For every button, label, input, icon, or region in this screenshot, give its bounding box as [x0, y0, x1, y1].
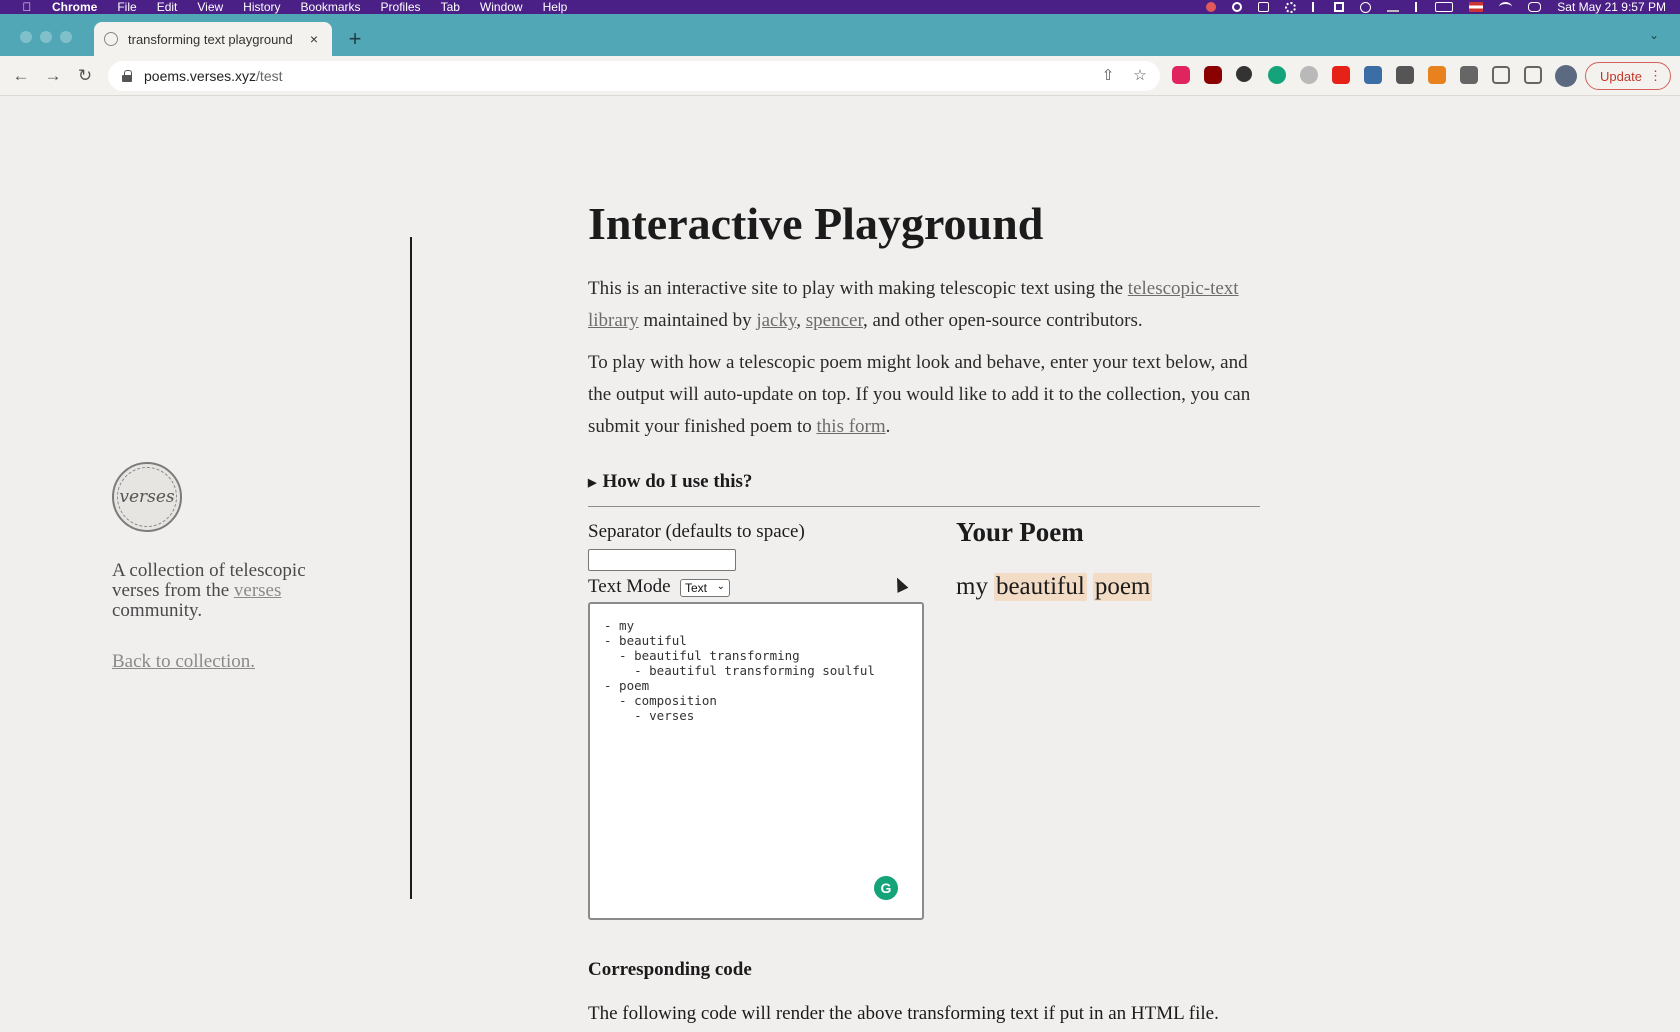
sidebar-desc-prefix: A collection of telescopic verses from the — [112, 560, 306, 601]
your-poem-heading: Your Poem — [956, 517, 1084, 547]
browser-tab-active[interactable] — [94, 22, 332, 56]
instructions-text-2: . — [885, 416, 891, 437]
menu-history[interactable]: History — [243, 0, 281, 14]
instructions-paragraph — [588, 347, 1260, 443]
flag-us-icon[interactable] — [1469, 2, 1483, 12]
poem-word-expandable[interactable]: poem — [1094, 573, 1151, 600]
bookmark-star-icon[interactable]: ☆ — [1133, 67, 1147, 84]
bluetooth-icon[interactable] — [1415, 2, 1419, 12]
window-maximize-button[interactable] — [60, 31, 72, 43]
update-label: Update — [1600, 68, 1642, 84]
profile-avatar[interactable] — [1555, 65, 1577, 87]
react-extension-icon[interactable] — [1300, 66, 1318, 84]
poem-word: my — [956, 573, 988, 600]
window-close-button[interactable] — [20, 31, 32, 43]
do-not-disturb-icon[interactable] — [1360, 2, 1371, 13]
wifi-icon[interactable] — [1499, 2, 1512, 12]
tab-favicon-icon — [104, 32, 118, 46]
details-summary[interactable]: How do I use this? — [602, 471, 753, 492]
separator-input[interactable] — [588, 549, 736, 571]
sidebar-desc-suffix: community. — [112, 600, 203, 621]
mute-icon[interactable] — [1387, 2, 1399, 12]
corresponding-code-description: The following code will render the above transforming text if put in an HTML file. — [588, 1003, 1219, 1024]
dark-mode-moon-icon[interactable] — [1236, 66, 1252, 82]
text-mode-select[interactable] — [680, 579, 730, 597]
url-path: /test — [256, 68, 283, 84]
grid-icon[interactable] — [1334, 2, 1344, 12]
poem-word-expandable[interactable]: beautiful — [995, 573, 1085, 600]
editor-line: - poem — [604, 678, 650, 693]
back-arrow-icon[interactable]: ← — [12, 66, 30, 85]
editor-line: - beautiful — [604, 633, 687, 648]
jacky-link[interactable]: jacky — [756, 310, 797, 331]
app-icon[interactable] — [1258, 2, 1269, 12]
editor-line: - beautiful transforming soulful — [604, 663, 875, 678]
editor-line: - verses — [604, 708, 695, 723]
intro-text-3: , — [796, 310, 806, 331]
fork-icon[interactable] — [1312, 2, 1318, 12]
reload-icon[interactable]: ↻ — [77, 66, 93, 85]
window-minimize-button[interactable] — [40, 31, 52, 43]
metamask-fox-icon[interactable] — [1428, 66, 1446, 84]
spencer-link[interactable]: spencer — [805, 310, 864, 331]
extensions-puzzle-icon[interactable] — [1460, 66, 1478, 84]
menu-profiles[interactable]: Profiles — [380, 0, 421, 14]
telescopic-library-link[interactable]: telescopic-text library — [588, 278, 1239, 331]
menubar-clock[interactable]: Sat May 21 9:57 PM — [1557, 0, 1666, 14]
tab-close-icon[interactable]: × — [309, 31, 319, 47]
cast-icon[interactable] — [1492, 66, 1510, 84]
ublock-extension-icon[interactable] — [1204, 66, 1222, 84]
separator-label: Separator (defaults to space) — [588, 521, 805, 542]
poem-source-textarea[interactable] — [588, 602, 924, 920]
menu-tab[interactable]: Tab — [440, 0, 460, 14]
instructions-text-1: To play with how a telescopic poem might look and behave, enter your text below, and the output will auto-update on top. If you would like to add it to the collection, you can submit your finished poem to — [588, 352, 1251, 437]
new-tab-button[interactable]: + — [348, 26, 362, 51]
address-bar[interactable] — [108, 61, 1160, 91]
grammarly-extension-icon[interactable] — [1268, 66, 1286, 84]
poem-output — [956, 573, 1152, 601]
macos-menu-bar — [0, 0, 1680, 14]
page-title: Interactive Playground — [588, 198, 1044, 249]
forward-arrow-icon[interactable]: → — [44, 66, 62, 85]
tab-search-chevron-icon[interactable]: ⌄ — [1648, 28, 1660, 42]
intro-text-2: maintained by — [638, 310, 757, 331]
record-icon[interactable] — [1206, 2, 1216, 12]
pocket-extension-icon[interactable] — [1172, 66, 1190, 84]
menu-app-name[interactable]: Chrome — [52, 0, 98, 14]
verses-logo[interactable] — [112, 462, 182, 532]
share-icon[interactable]: ⇧ — [1101, 67, 1115, 84]
sidebar-divider — [410, 237, 412, 899]
how-to-use-details[interactable] — [588, 471, 752, 493]
page-content — [0, 97, 1680, 1032]
mouse-cursor-icon — [892, 575, 909, 593]
youtube-extension-icon[interactable] — [1332, 66, 1350, 84]
corresponding-code-heading: Corresponding code — [588, 959, 752, 980]
intro-paragraph — [588, 273, 1260, 337]
sidebar-description — [112, 561, 342, 621]
menu-file[interactable]: File — [117, 0, 137, 14]
editor-line: - beautiful transforming — [604, 648, 800, 663]
text-mode-label: Text Mode — [588, 576, 671, 597]
kebab-menu-icon[interactable]: ⋮ — [1649, 68, 1662, 83]
menu-window[interactable]: Window — [479, 0, 523, 14]
browser-tab-strip — [0, 14, 1680, 56]
chevron-down-icon: ⌄ — [716, 581, 725, 592]
menu-view[interactable]: View — [197, 0, 224, 14]
update-button[interactable] — [1585, 62, 1671, 90]
back-to-collection-link[interactable]: Back to collection. — [112, 651, 255, 672]
disclosure-triangle-icon[interactable]: ▶ — [588, 476, 597, 489]
text-mode-value: Text — [685, 581, 708, 595]
apple-icon[interactable] — [20, 1, 34, 13]
battery-icon[interactable] — [1435, 2, 1453, 12]
menu-bookmarks[interactable]: Bookmarks — [300, 0, 361, 14]
intro-text-1: This is an interactive site to play with making telescopic text using the — [588, 278, 1128, 299]
menu-help[interactable]: Help — [542, 0, 568, 14]
this-form-link[interactable]: this form — [816, 416, 886, 437]
intro-text-4: , and other open-source contributors. — [863, 310, 1143, 331]
reader-extension-icon[interactable] — [1396, 66, 1414, 84]
menu-edit[interactable]: Edit — [156, 0, 178, 14]
url-host: poems.verses.xyz — [144, 68, 257, 84]
extension-icon[interactable] — [1364, 66, 1382, 84]
verses-link[interactable]: verses — [233, 580, 282, 601]
logo-text: verses — [117, 467, 177, 527]
tab-title: transforming text playground — [128, 31, 293, 47]
menubar-status-area — [1206, 0, 1666, 14]
editor-line: - my — [604, 618, 635, 633]
control-center-icon[interactable] — [1528, 2, 1541, 12]
editor-line: - composition — [604, 693, 717, 708]
grammarly-icon[interactable]: G — [874, 876, 898, 900]
side-panel-icon[interactable] — [1524, 66, 1542, 84]
circle-app-icon[interactable] — [1232, 2, 1242, 12]
lock-icon[interactable] — [122, 70, 132, 82]
gear-icon[interactable] — [1285, 2, 1296, 13]
section-divider — [588, 506, 1260, 507]
